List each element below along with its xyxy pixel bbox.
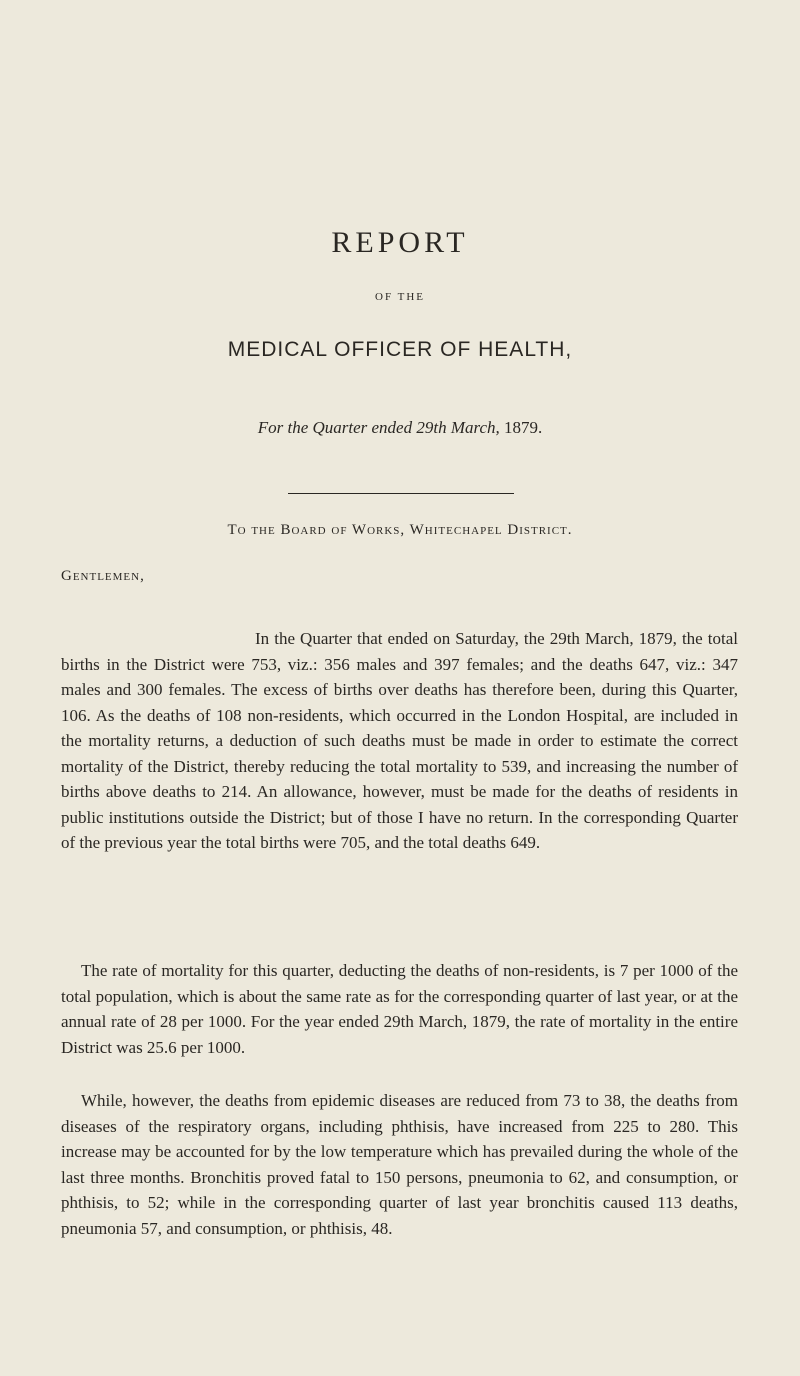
officer-heading: MEDICAL OFFICER OF HEALTH, — [227, 338, 573, 361]
salutation: Gentlemen, — [61, 568, 145, 584]
paragraph-mortality-rate: The rate of mortality for this quarter, deducting the deaths of non-residents, is 7 per 1000 of the total population, which is about the same rate as for the corresponding quarter of last year, or at the annual rate of 28 per 1000. For the year ended 29th March, 1879, the rate of mortality in the entire District was 25.6 per 1000. — [61, 961, 738, 1057]
quarter-year: 1879. — [504, 418, 543, 437]
of-the-line: OF THE — [375, 291, 425, 303]
horizontal-rule — [288, 493, 514, 494]
paragraph-respiratory-diseases: While, however, the deaths from epidemic diseases are reduced from 73 to 38, the deaths from diseases of the respiratory organs, including phthisis, have increased from 225 to 280. This increase may be accounted for by the low temperature which has prevailed during the whole of the last three months. Bronchitis proved fatal to 150 persons, pneumonia to 62, and consumption, or phthisis, to 52; while in the corresponding quarter of last year bronchitis caused 113 deaths, pneumonia 57, and consumption, or phthisis, 48. — [61, 1091, 738, 1238]
addressee-line: To the Board of Works, Whitechapel District. — [227, 522, 573, 538]
quarter-line — [0, 418, 800, 438]
report-title: REPORT — [331, 226, 469, 259]
paragraph-births-deaths: In the Quarter that ended on Saturday, the 29th March, 1879, the total births in the District were 753, viz.: 356 males and 397 females; and the deaths 647, viz.: 347 males and 300 females. The excess of births over deaths has therefore been, during this Quarter, 106. As the deaths of 108 non-residents, which occurred in the London Hospital, are included in the mortality returns, a deduction of such deaths must be made in order to estimate the correct mortality of the District, thereby reducing the total mortality to 539, and increasing the number of births above deaths to 214. An allowance, however, must be made for the deaths of residents in public institutions outside the District; but of those I have no return. In the corresponding Quarter of the previous year the total births were 705, and the total deaths 649. — [61, 629, 738, 852]
quarter-italic: For the Quarter ended 29th March, — [257, 418, 500, 437]
